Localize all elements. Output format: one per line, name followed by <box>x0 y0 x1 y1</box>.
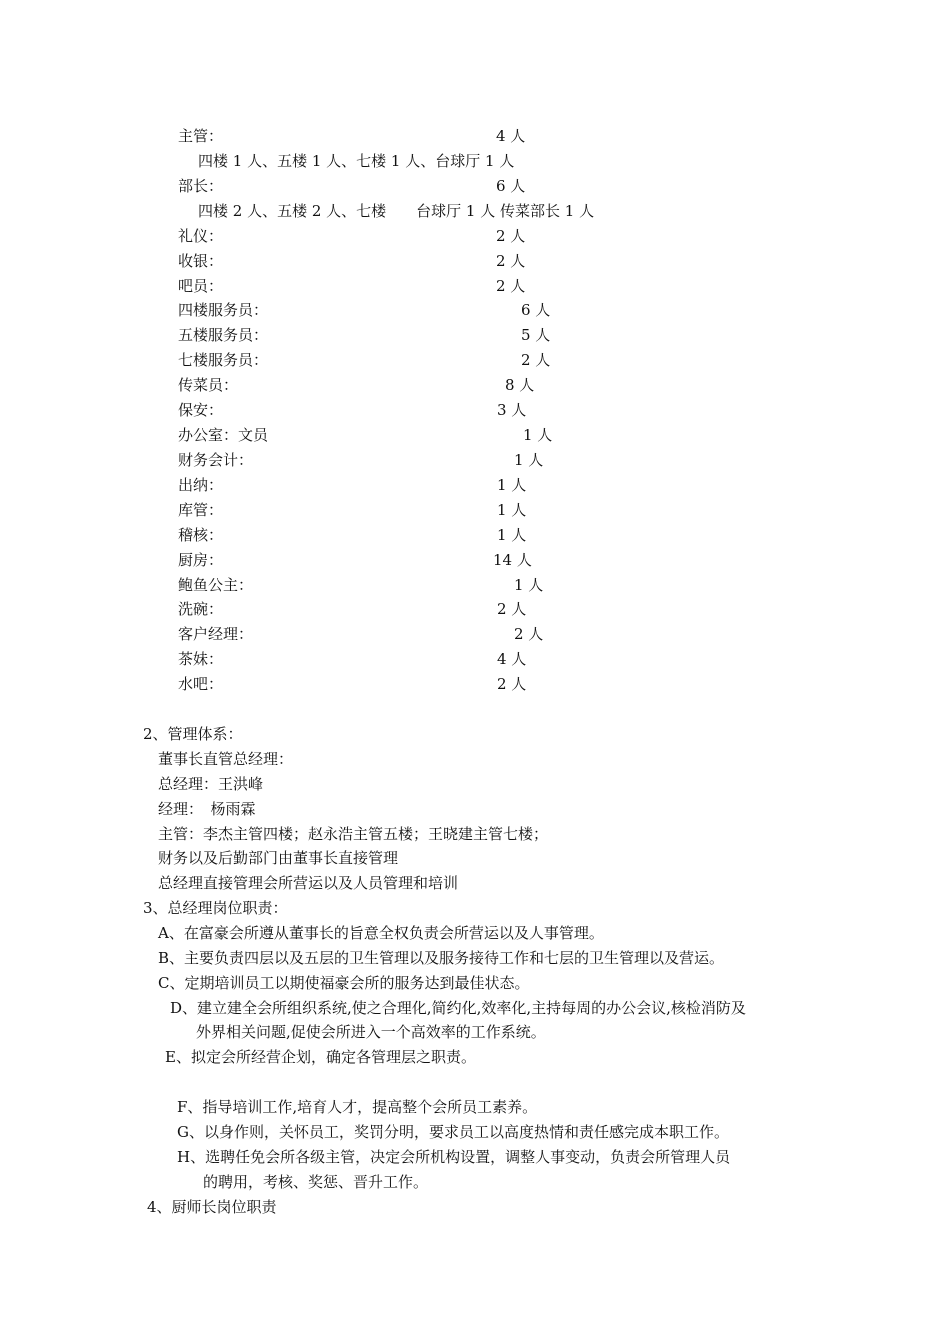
duty-item: F、指导培训工作,培育人才，提高整个会所员工素养。 <box>177 1098 538 1116</box>
staff-count: 4 人 <box>497 650 527 668</box>
staff-count: 2 人 <box>496 227 526 245</box>
section-heading: 2、管理体系： <box>143 725 243 743</box>
staff-label: 收银： <box>178 252 224 270</box>
staff-label: 吧员： <box>178 277 224 295</box>
duty-item: A、在富豪会所遵从董事长的旨意全权负责会所营运以及人事管理。 <box>158 924 604 942</box>
body-line: 总经理：王洪峰 <box>158 775 264 793</box>
staff-count: 6 人 <box>521 301 551 319</box>
staff-count: 1 人 <box>497 526 527 544</box>
staff-count: 1 人 <box>514 576 544 594</box>
staff-count: 2 人 <box>514 625 544 643</box>
staff-label: 七楼服务员： <box>178 351 269 369</box>
staff-count: 2 人 <box>497 600 527 618</box>
staff-label: 礼仪： <box>178 227 224 245</box>
staff-label: 传菜员： <box>178 376 239 394</box>
staff-label: 库管： <box>178 501 224 519</box>
duty-item: C、定期培训员工以期使福豪会所的服务达到最佳状态。 <box>158 974 530 992</box>
staff-label: 主管： <box>178 127 224 145</box>
section-heading: 3、总经理岗位职责： <box>143 899 288 917</box>
staff-count: 14 人 <box>493 551 532 569</box>
duty-item: D、建立建全会所组织系统,使之合理化,简约化,效率化,主持每周的办公会议,核检消防及 <box>170 999 746 1017</box>
staff-label: 洗碗： <box>178 600 224 618</box>
duty-item: B、主要负责四层以及五层的卫生管理以及服务接待工作和七层的卫生管理以及营运。 <box>158 949 725 967</box>
staff-label: 部长： <box>178 177 224 195</box>
staff-count: 4 人 <box>496 127 526 145</box>
staff-count: 1 人 <box>497 476 527 494</box>
duty-item: G、以身作则，关怀员工，奖罚分明，要求员工以高度热情和责任感完成本职工作。 <box>177 1123 729 1141</box>
staff-label: 五楼服务员： <box>178 326 269 344</box>
staff-label: 水吧： <box>178 675 224 693</box>
duty-item: H、选聘任免会所各级主管，决定会所机构设置，调整人事变动，负责会所管理人员 <box>177 1148 731 1166</box>
body-line: 经理： 杨雨霖 <box>158 800 256 818</box>
staff-count: 2 人 <box>496 252 526 270</box>
staff-label: 鲍鱼公主： <box>178 576 254 594</box>
staff-label: 厨房： <box>178 551 224 569</box>
body-line: 董事长直管总经理： <box>158 750 294 768</box>
body-line: 财务以及后勤部门由董事长直接管理 <box>158 849 399 867</box>
staff-label: 财务会计： <box>178 451 254 469</box>
body-line: 总经理直接管理会所营运以及人员管理和培训 <box>158 874 459 892</box>
staff-detail: 四楼 2 人、五楼 2 人、七楼 台球厅 1 人 传菜部长 1 人 <box>198 202 595 220</box>
staff-count: 1 人 <box>514 451 544 469</box>
staff-count: 1 人 <box>523 426 553 444</box>
staff-label: 茶妹： <box>178 650 224 668</box>
staff-count: 6 人 <box>496 177 526 195</box>
staff-label: 办公室：文员 <box>178 426 269 444</box>
staff-label: 客户经理： <box>178 625 254 643</box>
duty-item: E、拟定会所经营企划，确定各管理层之职责。 <box>165 1048 476 1066</box>
section-heading: 4、厨师长岗位职责 <box>147 1198 277 1216</box>
staff-label: 出纳： <box>178 476 224 494</box>
body-line: 主管：李杰主管四楼；赵永浩主管五楼；王晓建主管七楼； <box>158 825 549 843</box>
staff-label: 稽核： <box>178 526 224 544</box>
staff-label: 四楼服务员： <box>178 301 269 319</box>
staff-count: 1 人 <box>497 501 527 519</box>
staff-count: 2 人 <box>496 277 526 295</box>
duty-item-continuation: 的聘用，考核、奖惩、晋升工作。 <box>203 1173 429 1191</box>
staff-detail: 四楼 1 人、五楼 1 人、七楼 1 人、台球厅 1 人 <box>198 152 515 170</box>
staff-count: 8 人 <box>505 376 535 394</box>
staff-count: 3 人 <box>497 401 527 419</box>
staff-count: 2 人 <box>497 675 527 693</box>
duty-item-continuation: 外界相关问题,促使会所进入一个高效率的工作系统。 <box>196 1023 546 1041</box>
staff-label: 保安： <box>178 401 224 419</box>
staff-count: 2 人 <box>521 351 551 369</box>
staff-count: 5 人 <box>521 326 551 344</box>
